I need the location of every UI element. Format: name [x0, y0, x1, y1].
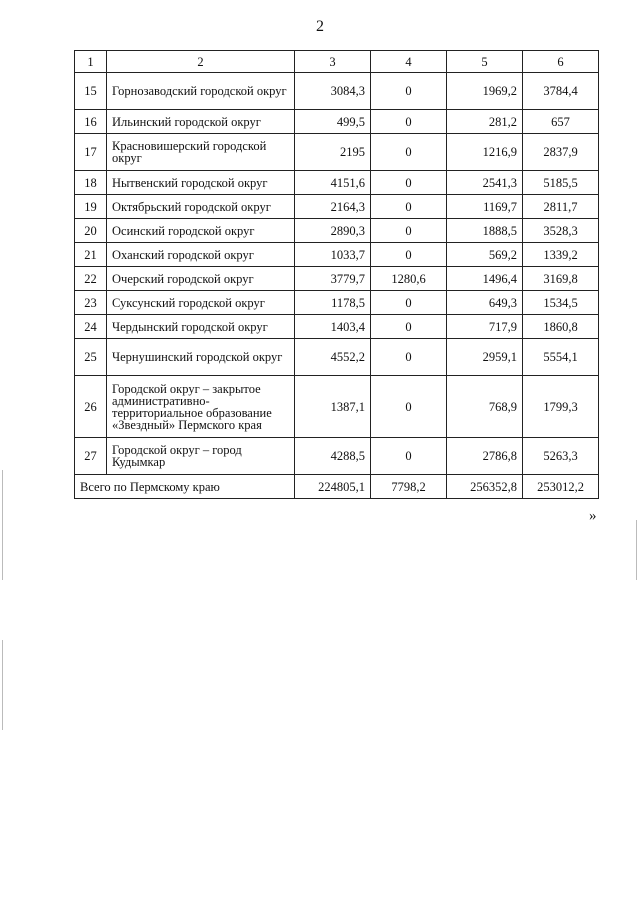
row-number: 15	[75, 73, 107, 110]
value-col-4: 1280,6	[371, 267, 447, 291]
municipality-name: Ильинский городской округ	[107, 110, 295, 134]
column-header: 5	[447, 51, 523, 73]
value-col-4: 0	[371, 134, 447, 171]
value-col-4: 0	[371, 438, 447, 475]
table-row	[75, 134, 599, 171]
row-number: 26	[75, 376, 107, 438]
value-col-3: 4151,6	[295, 171, 371, 195]
row-number: 16	[75, 110, 107, 134]
row-number: 23	[75, 291, 107, 315]
total-label: Всего по Пермскому краю	[75, 475, 295, 499]
row-number: 19	[75, 195, 107, 219]
value-col-5: 768,9	[447, 376, 523, 438]
value-col-6: 2837,9	[523, 134, 599, 171]
municipality-name: Чердынский городской округ	[107, 315, 295, 339]
value-col-3: 4552,2	[295, 339, 371, 376]
municipality-name: Горнозаводский городской округ	[107, 73, 295, 110]
value-col-3: 3779,7	[295, 267, 371, 291]
value-col-3: 1387,1	[295, 376, 371, 438]
total-row	[75, 475, 599, 499]
table-row	[75, 291, 599, 315]
scan-edge-mark	[2, 470, 3, 580]
value-col-6: 5263,3	[523, 438, 599, 475]
value-col-3: 1178,5	[295, 291, 371, 315]
value-col-3: 2164,3	[295, 195, 371, 219]
value-col-5: 1169,7	[447, 195, 523, 219]
column-header: 1	[75, 51, 107, 73]
municipality-name: Нытвенский городской округ	[107, 171, 295, 195]
value-col-6: 1339,2	[523, 243, 599, 267]
column-header: 3	[295, 51, 371, 73]
value-col-4: 0	[371, 291, 447, 315]
value-col-4: 0	[371, 195, 447, 219]
table-row	[75, 73, 599, 110]
scan-edge-mark	[636, 520, 637, 580]
value-col-5: 1888,5	[447, 219, 523, 243]
table-row	[75, 267, 599, 291]
value-col-6: 1799,3	[523, 376, 599, 438]
value-col-6: 657	[523, 110, 599, 134]
row-number: 27	[75, 438, 107, 475]
allocation-table	[74, 50, 599, 499]
table-row	[75, 315, 599, 339]
total-col-4: 7798,2	[371, 475, 447, 499]
value-col-6: 3528,3	[523, 219, 599, 243]
row-number: 24	[75, 315, 107, 339]
value-col-5: 717,9	[447, 315, 523, 339]
value-col-3: 499,5	[295, 110, 371, 134]
municipality-name: Суксунский городской округ	[107, 291, 295, 315]
value-col-5: 1496,4	[447, 267, 523, 291]
row-number: 17	[75, 134, 107, 171]
page-number: 2	[316, 18, 324, 35]
value-col-6: 5554,1	[523, 339, 599, 376]
value-col-6: 5185,5	[523, 171, 599, 195]
table-row	[75, 219, 599, 243]
row-number: 22	[75, 267, 107, 291]
row-number: 20	[75, 219, 107, 243]
row-number: 25	[75, 339, 107, 376]
table-row	[75, 339, 599, 376]
value-col-3: 2195	[295, 134, 371, 171]
value-col-6: 1534,5	[523, 291, 599, 315]
value-col-4: 0	[371, 219, 447, 243]
value-col-3: 1033,7	[295, 243, 371, 267]
value-col-4: 0	[371, 171, 447, 195]
value-col-6: 3169,8	[523, 267, 599, 291]
municipality-name: Очерский городской округ	[107, 267, 295, 291]
table-row	[75, 376, 599, 438]
total-col-3: 224805,1	[295, 475, 371, 499]
value-col-3: 1403,4	[295, 315, 371, 339]
table-row	[75, 110, 599, 134]
value-col-3: 4288,5	[295, 438, 371, 475]
value-col-5: 1216,9	[447, 134, 523, 171]
value-col-6: 1860,8	[523, 315, 599, 339]
column-header: 4	[371, 51, 447, 73]
row-number: 21	[75, 243, 107, 267]
value-col-3: 2890,3	[295, 219, 371, 243]
municipality-name: Красновишерский городской округ	[107, 134, 295, 171]
value-col-5: 1969,2	[447, 73, 523, 110]
value-col-5: 569,2	[447, 243, 523, 267]
value-col-4: 0	[371, 315, 447, 339]
value-col-5: 2541,3	[447, 171, 523, 195]
value-col-4: 0	[371, 376, 447, 438]
value-col-4: 0	[371, 243, 447, 267]
table-row	[75, 438, 599, 475]
municipality-name: Октябрьский городской округ	[107, 195, 295, 219]
column-header: 6	[523, 51, 599, 73]
municipality-name: Городской округ – город Кудымкар	[107, 438, 295, 475]
value-col-5: 2959,1	[447, 339, 523, 376]
value-col-5: 2786,8	[447, 438, 523, 475]
municipality-name: Чернушинский городской округ	[107, 339, 295, 376]
total-col-6: 253012,2	[523, 475, 599, 499]
table-row	[75, 195, 599, 219]
municipality-name: Осинский городской округ	[107, 219, 295, 243]
value-col-5: 649,3	[447, 291, 523, 315]
value-col-6: 3784,4	[523, 73, 599, 110]
value-col-4: 0	[371, 110, 447, 134]
total-col-5: 256352,8	[447, 475, 523, 499]
value-col-4: 0	[371, 339, 447, 376]
column-header: 2	[107, 51, 295, 73]
value-col-6: 2811,7	[523, 195, 599, 219]
table-header-row	[75, 51, 599, 73]
municipality-name: Городской округ – закрытое административно-территориальное образование «Звездный» Пермского края	[107, 376, 295, 438]
row-number: 18	[75, 171, 107, 195]
value-col-4: 0	[371, 73, 447, 110]
table-row	[75, 171, 599, 195]
value-col-5: 281,2	[447, 110, 523, 134]
value-col-3: 3084,3	[295, 73, 371, 110]
scan-edge-mark	[2, 640, 3, 730]
table-row	[75, 243, 599, 267]
municipality-name: Оханский городской округ	[107, 243, 295, 267]
closing-quote: »	[589, 508, 597, 524]
